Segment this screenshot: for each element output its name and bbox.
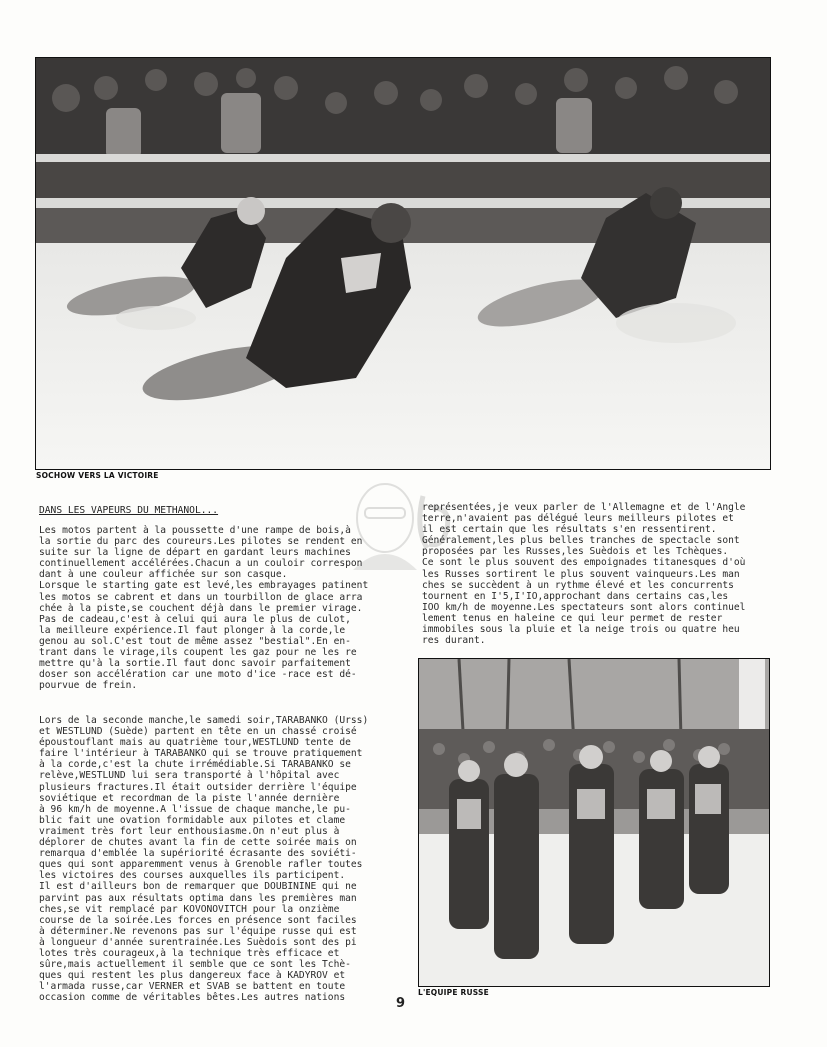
- page-number: 9: [396, 996, 406, 1011]
- article-heading: DANS LES VAPEURS DU METHANOL...: [39, 505, 219, 516]
- bottom-photo-caption: L'EQUIPE RUSSE: [418, 988, 489, 997]
- right-column-para-1: représentées,je veux parler de l'Allemagne et de l'Angle terre,n'avaient pas délégué leurs meilleurs pilotes et il est certain que les résultats s'en ressentirent. Généralement,les plus belles tranches de spectacle sont proposées par les Russes,les Suèdois et les Tchèques. Ce sont le plus souvent des empoignades titanesques d'où les Russes sortirent le plus souvent vainqueurs.Les man ches se succèdent à un rythme élevé et les concurrents tournent en I'5,I'IO,approchant dans certains cas,les IOO km/h de moyenne.Les spectateurs sont alors continuel lement tenus en haleine ce qui leur permet de rester immobiles sous la pluie et la neige trois ou quatre heu res durant.: [422, 502, 746, 647]
- left-column-para-2: Lors de la seconde manche,le samedi soir,TARABANKO (Urss) et WESTLUND (Suède) partent en tête en un chassé croisé époustouflant mais au quatrième tour,WESTLUND tente de faire l'intérieur à TARABANKO qui se trouve pratiquement à la corde,c'est la chute irrémédiable.Si TARABANKO se relève,WESTLUND lui sera transporté à l'hôpital avec plusieurs fractures.Il était outsider derrière l'équipe soviétique et recordman de la piste l'année dernière à 96 km/h de moyenne.A l'issue de chaque manche,le pu- blic fait une ovation formidable aux pilotes et clame vraiment très fort leur enthousiasme.On n'eut plus à déplorer de chutes avant la fin de cette soirée mais on remarqua d'emblée la supériorité écrasante des soviéti- ques qui sont apparemment venus à Grenoble rafler toutes les victoires des courses auxquelles ils participent. Il est d'ailleurs bon de remarquer que DOUBININE qui ne parvint pas aux résultats optima dans les premières man ches,se vit remplacé par KOVONOVITCH pour la onzième course de la soirée.Les forces en présence sont faciles à déterminer.Ne revenons pas sur l'équipe russe qui est à longueur d'année surentrainée.Les Suèdois sont des pi lotes très courageux,à la technique très efficace et sûre,mais actuellement il semble que ce sont les Tchè- ques qui restent les plus dangereux face à KADYROV et l'armada russe,car VERNER et SVAB se battent en toute occasion comme de véritables bêtes.Les autres nations: [39, 715, 369, 1004]
- russian-team-photo: [418, 658, 770, 987]
- top-photo-caption: SOCHOW VERS LA VICTOIRE: [36, 471, 159, 480]
- left-column-para-1: Les motos partent à la poussette d'une rampe de bois,à la sortie du parc des coureurs.Les pilotes se rendent en suite sur la ligne de départ en gardant leurs machines continuellement accélérées.Chacun a un couloir correspon dant à une couleur affichée sur son casque. Lorsque le starting gate est levé,les embrayages patinent les motos se cabrent et dans un tourbillon de glace arra chée à la piste,se couchent déjà dans le premier virage. Pas de cadeau,c'est à celui qui aura le plus de culot, la meilleure expérience.Il faut plonger à la corde,le genou au sol.C'est tout de même assez "bestial".En en- trant dans le virage,ils coupent les gaz pour ne les re mettre qu'à la sortie.Il faut donc savoir parfaitement doser son accélération car une moto d'ice -race est dé- pourvue de frein.: [39, 525, 369, 692]
- ice-race-photo: [35, 57, 771, 470]
